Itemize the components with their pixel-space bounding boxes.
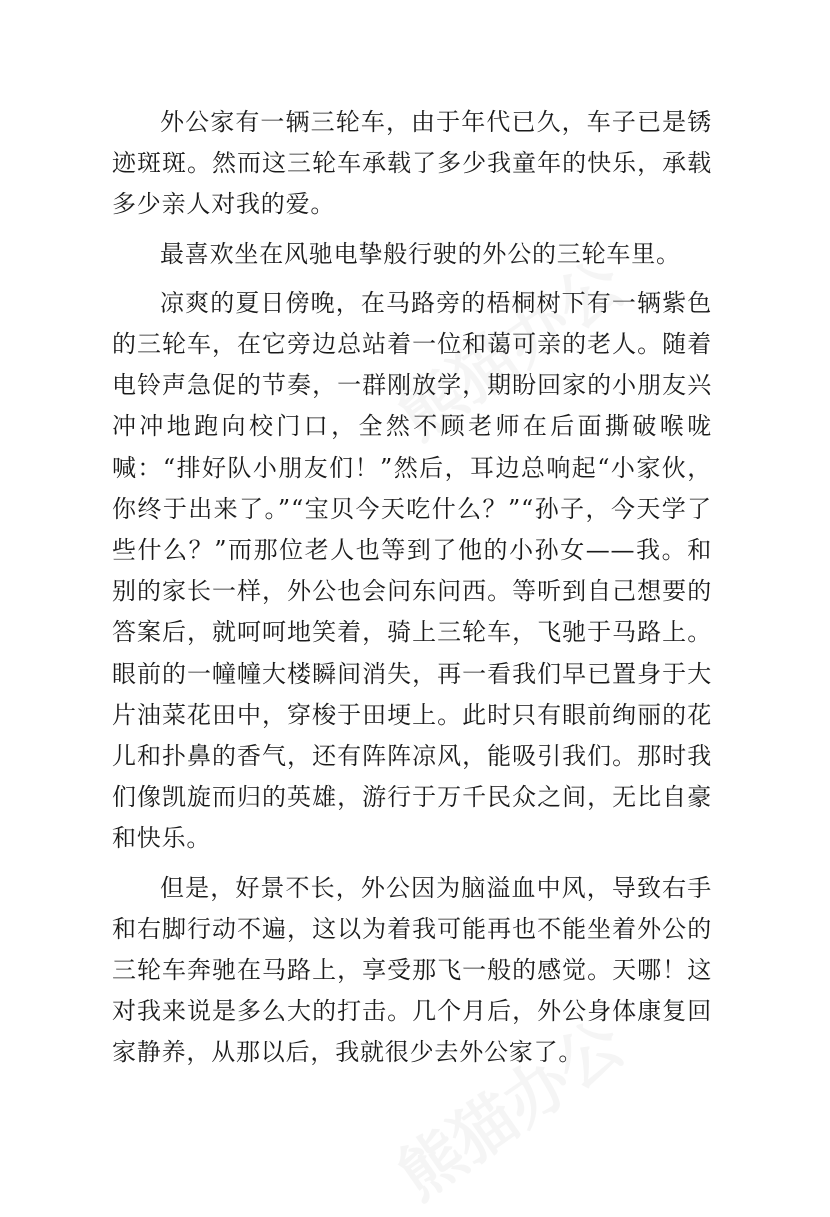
paragraph-1: 外公家有一辆三轮车，由于年代已久，车子已是锈迹斑斑。然而这三轮车承载了多少我童年的快乐，承载多少亲人对我的爱。 <box>112 108 712 219</box>
paragraph-4: 但是，好景不长，外公因为脑溢血中风，导致右手和右脚行动不遍，这以为着我可能再也不能坐着外公的三轮车奔驰在马路上，享受那飞一般的感觉。天哪！这对我来说是多么大的打击。几个月后，外公身体康复回家静养，从那以后，我就很少去外公家了。 <box>112 873 712 1067</box>
paragraph-2: 最喜欢坐在风驰电挚般行驶的外公的三轮车里。 <box>160 239 681 268</box>
article-body <box>112 102 712 1074</box>
paragraph-3: 凉爽的夏日傍晚，在马路旁的梧桐树下有一辆紫色的三轮车，在它旁边总站着一位和蔼可亲的老人。随着电铃声急促的节奏，一群刚放学，期盼回家的小朋友兴冲冲地跑向校门口，全然不顾老师在后面撕破喉咙喊：“排好队小朋友们！”然后，耳边总响起“小家伙，你终于出来了。”“宝贝今天吃什么？”“孙子，今天学了些什么？”而那位老人也等到了他的小孙女——我。和别的家长一样，外公也会问东问西。等听到自己想要的答案后，就呵呵地笑着，骑上三轮车，飞驰于马路上。眼前的一幢幢大楼瞬间消失，再一看我们早已置身于大片油菜花田中，穿梭于田埂上。此时只有眼前绚丽的花儿和扑鼻的香气，还有阵阵凉风，能吸引我们。那时我们像凯旋而归的英雄，游行于万千民众之间，无比自豪和快乐。 <box>112 288 712 853</box>
